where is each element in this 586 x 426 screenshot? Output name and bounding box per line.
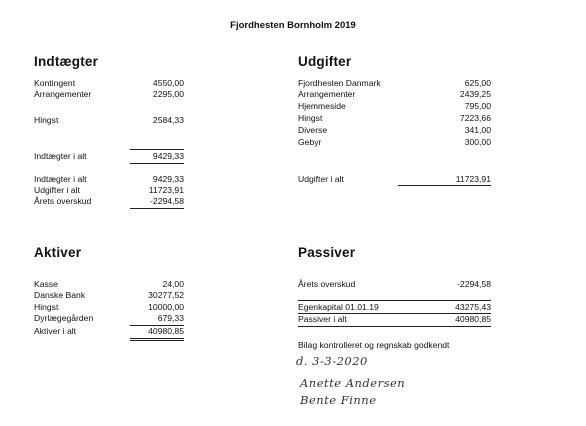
row-label: Dyrlægegården: [34, 313, 94, 323]
indtaegter-row: [34, 115, 184, 127]
udgifter-row: [298, 125, 491, 137]
row-label: Fjordhesten Danmark: [298, 78, 381, 88]
row-value: 300,00: [464, 137, 491, 147]
signature-2: Bente Finne: [300, 393, 377, 407]
divider-line: [298, 300, 491, 301]
total-label: Indtægter i alt: [34, 151, 87, 161]
udgifter-heading: Udgifter: [298, 54, 352, 69]
row-value: 7223,66: [459, 113, 491, 123]
row-label: Gebyr: [298, 137, 322, 147]
signature-1: Anette Andersen: [300, 376, 406, 390]
row-value: 9429,33: [152, 174, 184, 184]
handwritten-date: d. 3-3-2020: [296, 354, 368, 368]
summary-row: [34, 196, 184, 208]
row-label: Kasse: [34, 279, 58, 289]
udgifter-row: [298, 137, 491, 149]
udgifter-row: [298, 113, 491, 125]
indtaegter-row: [34, 89, 184, 101]
row-value: 43275,43: [455, 302, 491, 312]
aktiver-row: [34, 290, 184, 302]
row-label: Arrangementer: [298, 89, 356, 99]
row-label: Udgifter i alt: [34, 185, 80, 195]
row-value: 2439,25: [459, 89, 491, 99]
row-value: 2584,33: [152, 115, 184, 125]
aktiver-row: [34, 313, 184, 325]
udgifter-row: [298, 101, 491, 113]
row-value: 4550,00: [152, 78, 184, 88]
row-label: Hingst: [34, 302, 59, 312]
sum-underline: [130, 208, 184, 209]
total-value: 11723,91: [455, 174, 491, 184]
row-value: -2294,58: [457, 279, 491, 289]
row-label: Diverse: [298, 125, 328, 135]
row-label: Hingst: [34, 115, 59, 125]
row-value: -2294,58: [150, 196, 184, 206]
sum-underline: [130, 338, 184, 339]
row-label: Indtægter i alt: [34, 174, 87, 184]
udgifter-row: [298, 89, 491, 101]
total-label: Udgifter i alt: [298, 174, 344, 184]
row-value: 625,00: [464, 78, 491, 88]
indtaegter-heading: Indtægter: [34, 54, 99, 69]
sum-underline: [298, 326, 491, 327]
total-value: 40980,85: [455, 314, 491, 324]
passiver-row: [298, 279, 491, 291]
row-label: Hjemmeside: [298, 101, 346, 111]
row-value: 341,00: [464, 125, 491, 135]
approval-text: Bilag kontrolleret og regnskab godkendt: [298, 340, 450, 350]
row-value: 30277,52: [148, 290, 184, 300]
sum-double-underline: [130, 340, 184, 341]
row-label: Arrangementer: [34, 89, 92, 99]
total-value: 9429,33: [152, 151, 184, 161]
row-value: 679,33: [157, 313, 184, 323]
row-value: 11723,91: [148, 185, 184, 195]
indtaegter-total-row: [34, 151, 184, 163]
row-label: Årets overskud: [298, 279, 356, 289]
sum-underline: [398, 185, 491, 186]
row-value: 2295,00: [152, 89, 184, 99]
aktiver-total-row: [34, 326, 184, 338]
row-value: 10000,00: [148, 302, 184, 312]
row-value: 24,00: [162, 279, 184, 289]
row-value: 795,00: [464, 101, 491, 111]
total-label: Aktiver i alt: [34, 326, 77, 336]
row-label: Egenkapital 01.01.19: [298, 302, 379, 312]
passiver-total-row: [298, 314, 491, 326]
sum-line: [130, 149, 184, 150]
row-label: Årets overskud: [34, 196, 92, 206]
total-label: Passiver i alt: [298, 314, 347, 324]
row-label: Kontingent: [34, 78, 76, 88]
row-label: Danske Bank: [34, 290, 86, 300]
aktiver-heading: Aktiver: [34, 245, 82, 260]
row-label: Hingst: [298, 113, 323, 123]
passiver-heading: Passiver: [298, 245, 356, 260]
total-value: 40980,85: [148, 326, 184, 336]
sum-underline: [130, 163, 184, 164]
document-title: Fjordhesten Bornholm 2019: [230, 20, 356, 31]
